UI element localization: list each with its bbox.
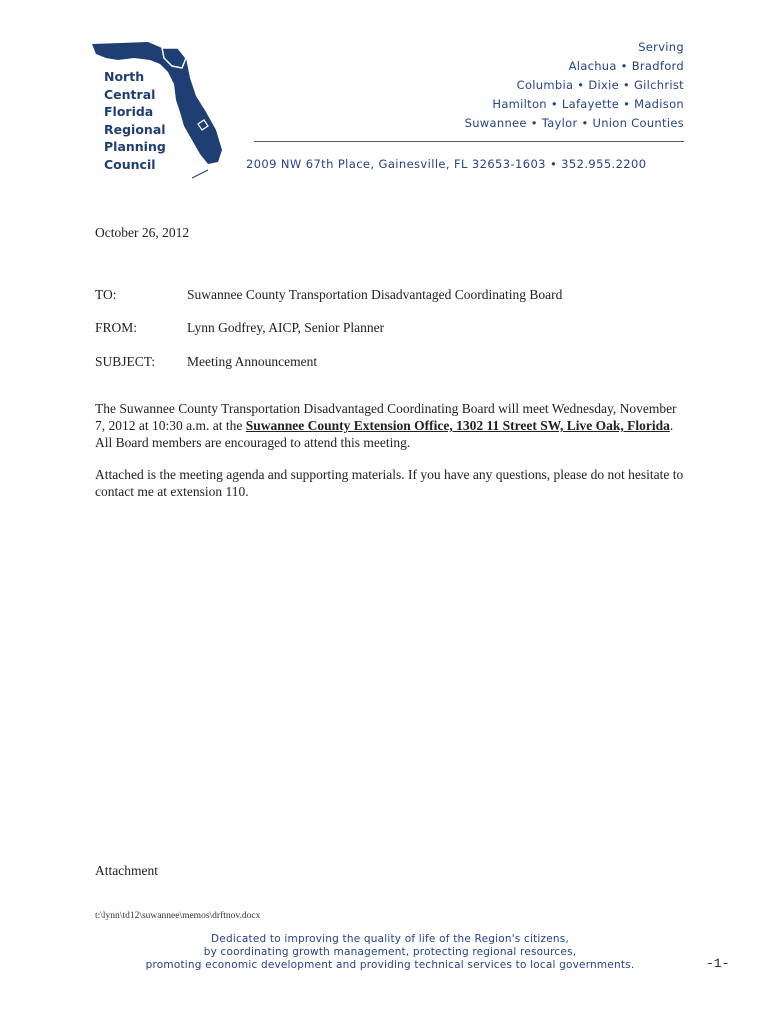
to-value: Suwannee County Transportation Disadvantaged Coordinating Board (187, 287, 563, 302)
mission-footer (100, 933, 680, 972)
serving-line: Alachua • Bradford (568, 59, 684, 73)
council-address: 2009 NW 67th Place, Gainesville, FL 32653-1603 • 352.955.2200 (246, 157, 647, 171)
file-path: t:\lynn\td12\suwannee\memos\drftnov.docx (95, 911, 261, 921)
from-value: Lynn Godfrey, AICP, Senior Planner (187, 320, 385, 335)
memo-to-row (95, 287, 562, 303)
memo-date: October 26, 2012 (95, 225, 190, 240)
serving-line: Columbia • Dixie • Gilchrist (516, 78, 684, 92)
council-name-line: Planning (104, 139, 166, 154)
memo-from-row (95, 320, 384, 336)
memo-subject-row (95, 354, 317, 370)
serving-counties (465, 38, 684, 133)
subject-label: SUBJECT: (95, 354, 156, 369)
meeting-location: Suwannee County Extension Office, 1302 11 Street SW, Live Oak, Florida (245, 418, 670, 433)
council-name (104, 68, 194, 173)
council-name-line: Florida (104, 104, 154, 119)
meeting-paragraph (95, 400, 685, 451)
subject-value: Meeting Announcement (187, 354, 318, 369)
page-number: -1- (706, 956, 730, 971)
serving-line: Serving (638, 40, 684, 54)
council-name-line: Council (104, 156, 156, 172)
council-name-line: Central (104, 86, 156, 102)
attachments-paragraph: Attached is the meeting agenda and supporting materials. If you have any questions, please do not hesitate to contact me at extension 110. (95, 467, 684, 499)
meeting-text: The Suwannee County Transportation Disadvantaged Coordinating Board will meet Wednesday, November 7, 2012 at 10:30 a.m. at the (95, 401, 677, 433)
from-label: FROM: (95, 320, 138, 335)
footer-line: promoting economic development and providing technical services to local governments. (145, 959, 635, 971)
attachment-label: Attachment (95, 863, 158, 878)
footer-line: Dedicated to improving the quality of life of the Region's citizens, (211, 933, 569, 945)
meeting-text-end: . All Board members are encouraged to attend this meeting. (95, 418, 674, 450)
council-name-line: North (104, 69, 145, 84)
council-logo (88, 38, 238, 180)
to-label: TO: (95, 287, 117, 302)
council-name-line: Regional (104, 121, 166, 137)
serving-line: Suwannee • Taylor • Union Counties (464, 116, 684, 130)
footer-line: by coordinating growth management, protecting regional resources, (203, 946, 577, 958)
serving-line: Hamilton • Lafayette • Madison (492, 97, 684, 111)
letterhead-divider (254, 141, 684, 142)
